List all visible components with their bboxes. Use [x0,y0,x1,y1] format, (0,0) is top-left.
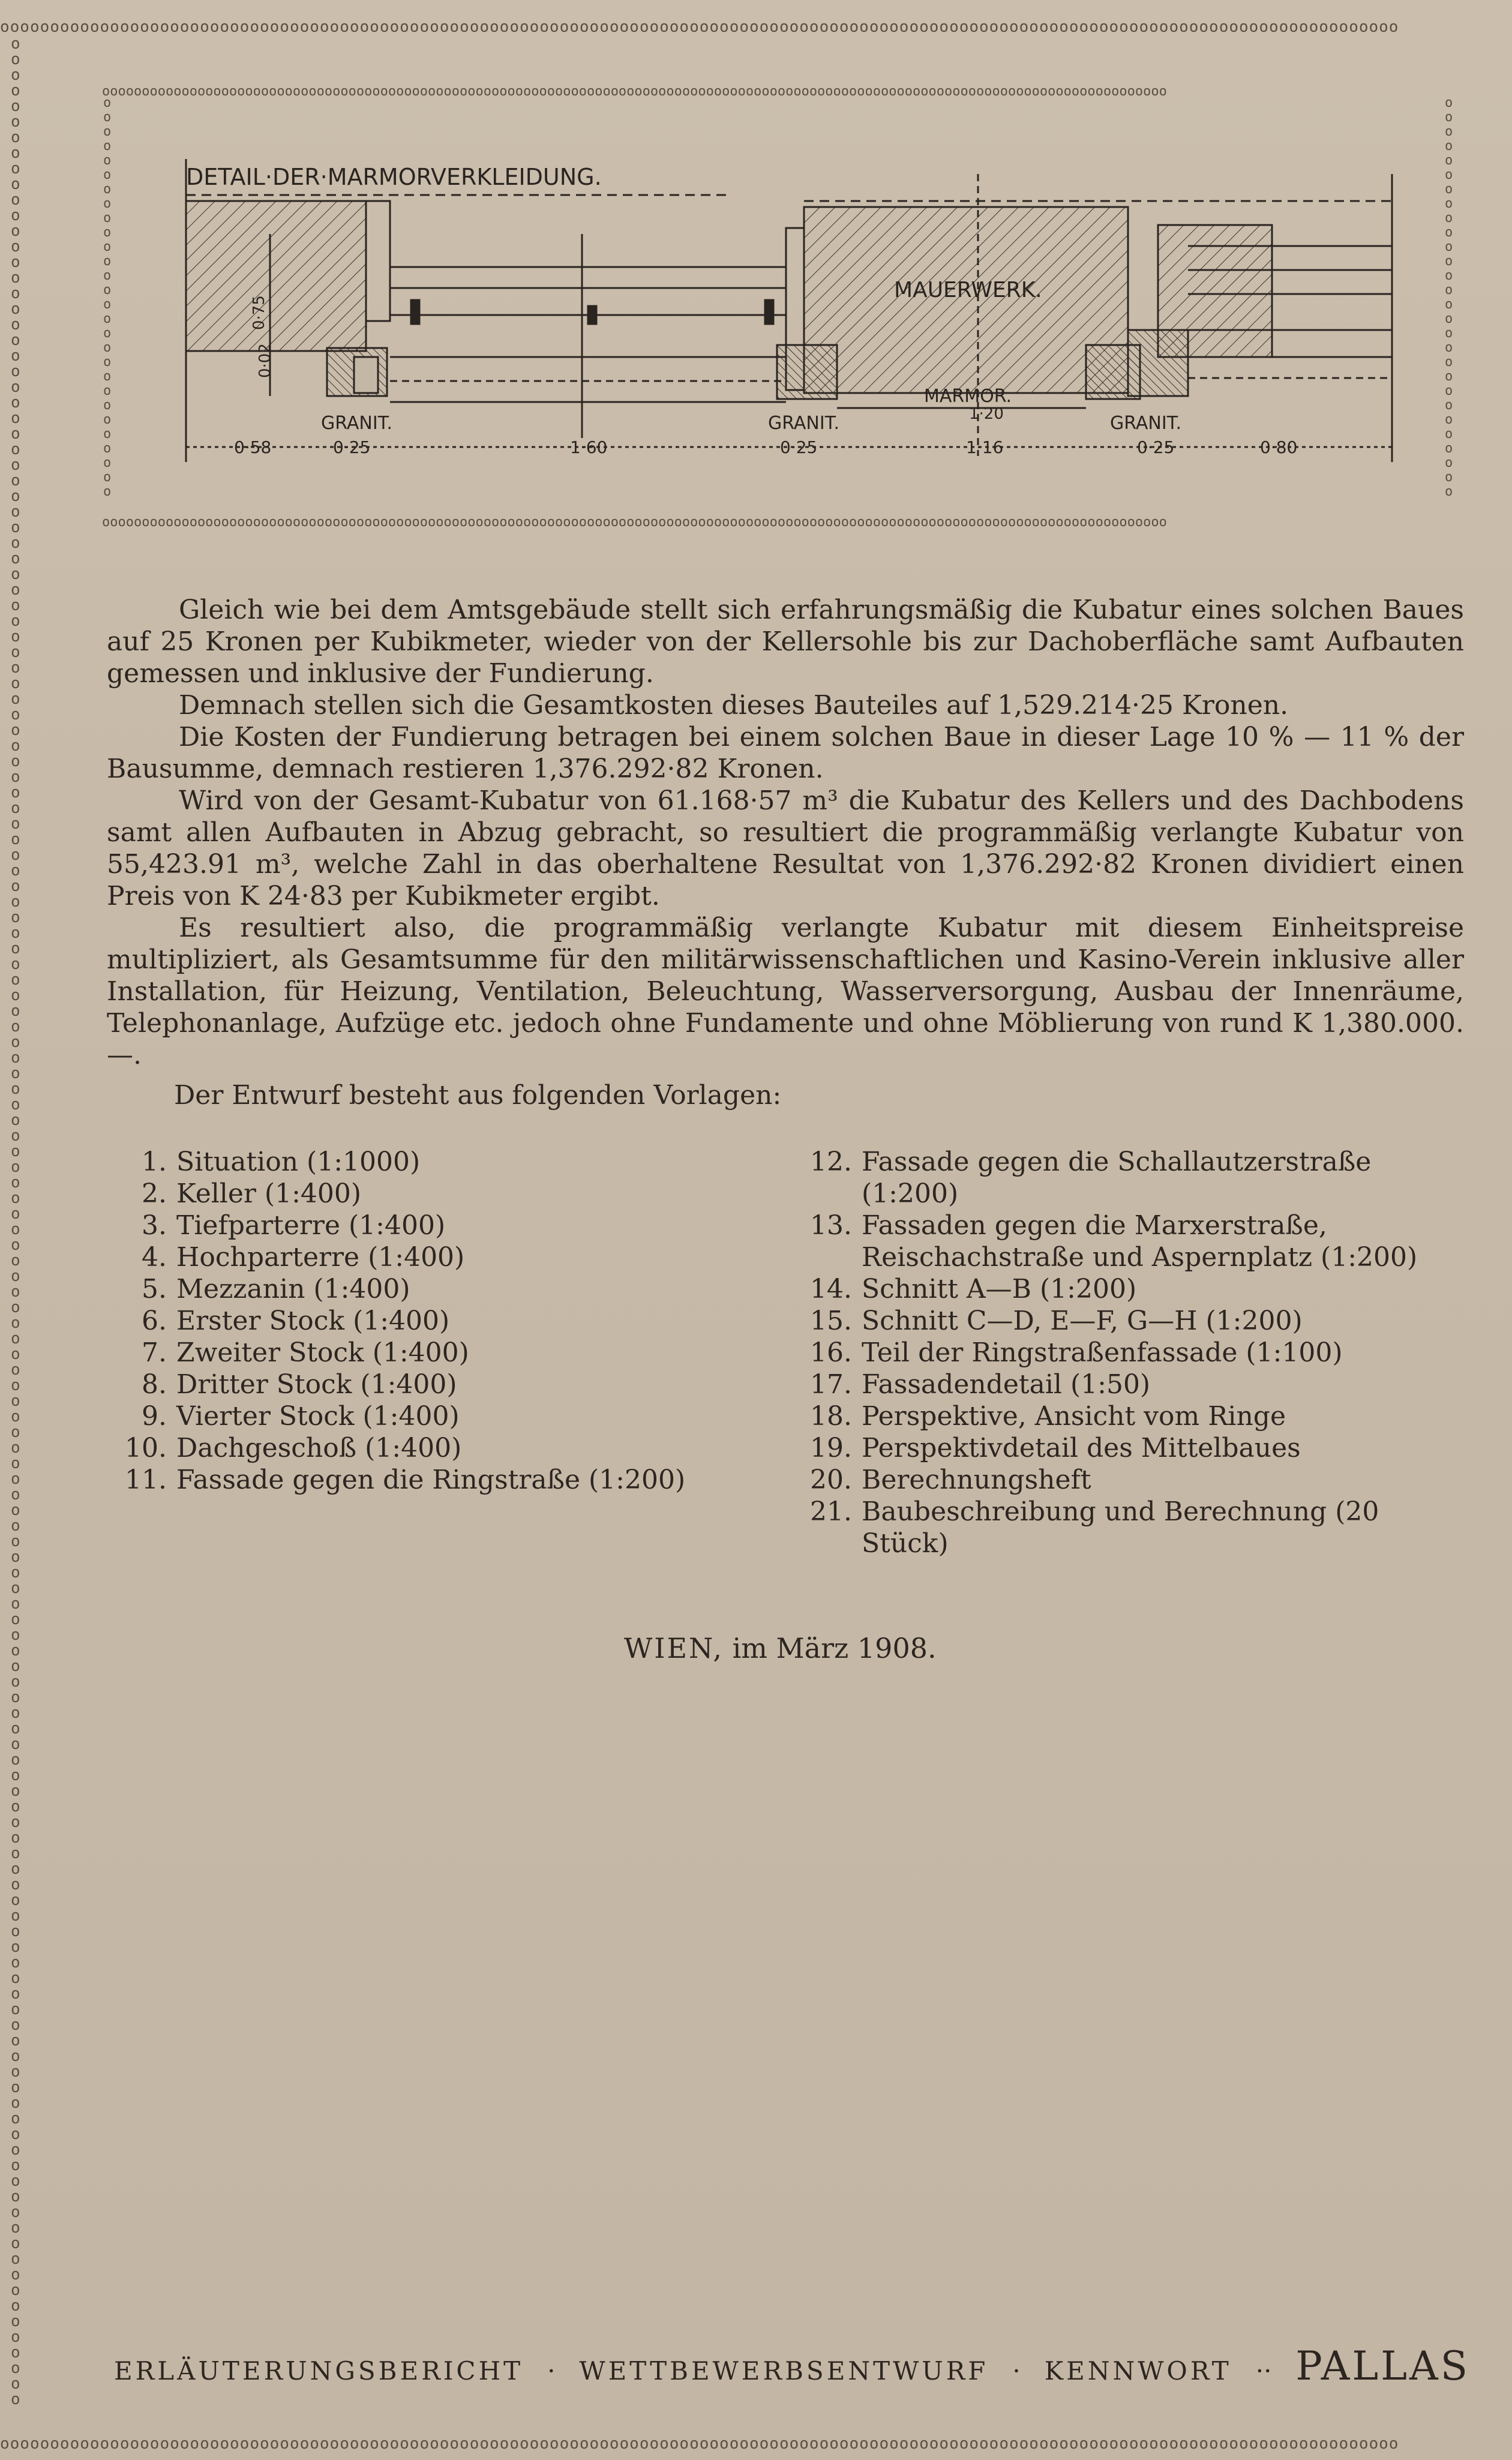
list-item: 19. Perspektivdetail des Mittelbaues [810,1433,1301,1463]
marble-cladding-detail-drawing [174,150,1404,474]
list-item: 21. Baubeschreibung und Berechnung (20 Stück) [810,1496,1379,1559]
list-item: 17. Fassadendetail (1:50) [810,1369,1151,1400]
label-dim-058: 0·58 [234,437,272,457]
label-dim-025a: 0·25 [333,437,371,457]
list-item: 6. Erster Stock (1:400) [142,1306,450,1336]
drawing-title: DETAIL·DER·MARMORVERKLEIDUNG. [186,164,602,190]
list-item: 11. Fassade gegen die Ringstraße (1:200) [125,1465,686,1495]
plans-list-left [120,1146,720,1496]
body-text [107,594,1464,1071]
label-dim-160: 1·60 [570,437,608,457]
list-item: 12. Fassade gegen die Schallautzerstraße (1:200) [810,1147,1372,1209]
label-mauerwerk: MAUERWERK. [894,278,1042,302]
outer-border-left: oooooooooooooooooooooooooooooooooooooooooooooooooooooooooooooooooooooooooooooooooooooooooooooooooooooooooooooooooooooooooooooooooooooooooooooooooooooooo [11,36,20,2408]
list-item: 18. Perspektive, Ansicht vom Ringe [810,1401,1286,1432]
paragraph-gesamtsumme: Es resultiert also, die programmäßig verlangte Kubatur mit diesem Einheitspreise multipliziert, als Gesamtsumme für den militärwissenschaftlichen und Kasino-Verein inklusive aller Installation, für Heizung, Ventilation, Beleuchtung, Wasserversorgung, Ausbau der Innenräume, Telephonanlage, Aufzüge etc. jedoch ohne Fundamente und ohne Möblierung von rund K 1,380.000.—. [107,913,1464,1070]
list-item: 9. Vierter Stock (1:400) [142,1401,460,1432]
date-text: im März 1908. [732,1632,937,1664]
plans-list-right [804,1146,1470,1559]
list-lead: Der Entwurf besteht aus folgenden Vorlagen: [174,1080,782,1111]
drawing-frame-right: oooooooooooooooooooooooooooo [1445,96,1453,499]
label-dim-116: 1·16 [966,437,1004,457]
footer-separator: · [547,2356,556,2386]
footer-line [114,2343,1470,2389]
list-item: 10. Dachgeschoß (1:400) [125,1433,462,1463]
label-granit-3: GRANIT. [1110,413,1181,434]
list-item: 2. Keller (1:400) [142,1178,362,1209]
paragraph-kubatur: Gleich wie bei dem Amtsgebäude stellt sich erfahrungsmäßig die Kubatur eines solchen Baues auf 25 Kronen per Kubikmeter, wieder von der Kellersohle bis zur Dachoberfläche samt Aufbauten gemessen und inklusive der Fundierung. [107,595,1464,689]
place-and-date [624,1632,937,1664]
label-dim-075: 0·75 [250,295,268,330]
drawing-frame-left: oooooooooooooooooooooooooooo [103,96,112,499]
label-marmor: MARMOR. [924,386,1012,407]
label-dim-025c: 0·25 [1137,437,1175,457]
label-dim-002: 0·02 [256,343,274,378]
list-item: 5. Mezzanin (1:400) [142,1274,410,1304]
footer-separator: ·· [1255,2356,1272,2386]
list-item: 3. Tiefparterre (1:400) [142,1210,446,1241]
label-dim-025b: 0·25 [780,437,818,457]
drawing-frame-top: oooooooooooooooooooooooooooooooooooooooooooooooooooooooooooooooooooooooooooooooooooooooooooooooooooooooooooooooooooooooooooooooooooooo [102,84,1167,99]
footer-competition-entry: WETTBEWERBSENTWURF [579,2356,989,2386]
list-item: 13. Fassaden gegen die Marxerstraße, Reischachstraße und Aspernplatz (1:200) [810,1210,1418,1273]
footer-motto: PALLAS [1295,2343,1470,2389]
paragraph-gesamtkosten: Demnach stellen sich die Gesamtkosten dieses Bauteiles auf 1,529.214·25 Kronen. [179,690,1289,721]
label-granit-1: GRANIT. [321,413,392,434]
list-item: 8. Dritter Stock (1:400) [142,1369,457,1400]
list-item: 15. Schnitt C—D, E—F, G—H (1:200) [810,1306,1303,1336]
paragraph-fundierung: Die Kosten der Fundierung betragen bei einem solchen Baue in dieser Lage 10 % — 11 % der Bausumme, demnach restieren 1,376.292·82 Kronen. [107,722,1464,784]
list-item: 16. Teil der Ringstraßenfassade (1:100) [810,1337,1343,1368]
label-dim-080: 0·80 [1260,437,1298,457]
footer-report-title: ERLÄUTERUNGSBERICHT [114,2356,524,2386]
label-granit-2: GRANIT. [768,413,839,434]
outer-border-top: oooooooooooooooooooooooooooooooooooooooooooooooooooooooooooooooooooooooooooooooooooooooooooooooooooooooooooooooooooooooooooooooooooooooooooo [0,18,1399,36]
paragraph-gesamt-kubatur: Wird von der Gesamt-Kubatur von 61.168·57 m³ die Kubatur des Kellers und des Dachbodens samt allen Aufbauten in Abzug gebracht, so resultiert die programmäßig verlangte Kubatur von 55,423.91 m³, welche Zahl in das oberhaltene Resultat von 1,376.292·82 Kronen dividiert einen Preis von K 24·83 per Kubikmeter ergibt. [107,785,1464,911]
footer-separator: · [1012,2356,1021,2386]
list-item: 20. Berechnungsheft [810,1465,1091,1495]
list-item: 14. Schnitt A—B (1:200) [810,1274,1137,1304]
place-name: WIEN, [624,1632,724,1664]
list-item: 7. Zweiter Stock (1:400) [142,1337,469,1368]
list-item: 1. Situation (1:1000) [142,1147,421,1177]
outer-border-bottom: oooooooooooooooooooooooooooooooooooooooooooooooooooooooooooooooooooooooooooooooooooooooooooooooooooooooooooooooooooooooooooooooooooooooooooo [0,2435,1399,2453]
footer-kennwort-label: KENNWORT [1044,2356,1232,2386]
list-item: 4. Hochparterre (1:400) [142,1242,465,1273]
label-dim-120: 1·20 [969,405,1004,423]
drawing-frame-bottom: oooooooooooooooooooooooooooooooooooooooooooooooooooooooooooooooooooooooooooooooooooooooooooooooooooooooooooooooooooooooooooooooooooooo [102,515,1167,530]
